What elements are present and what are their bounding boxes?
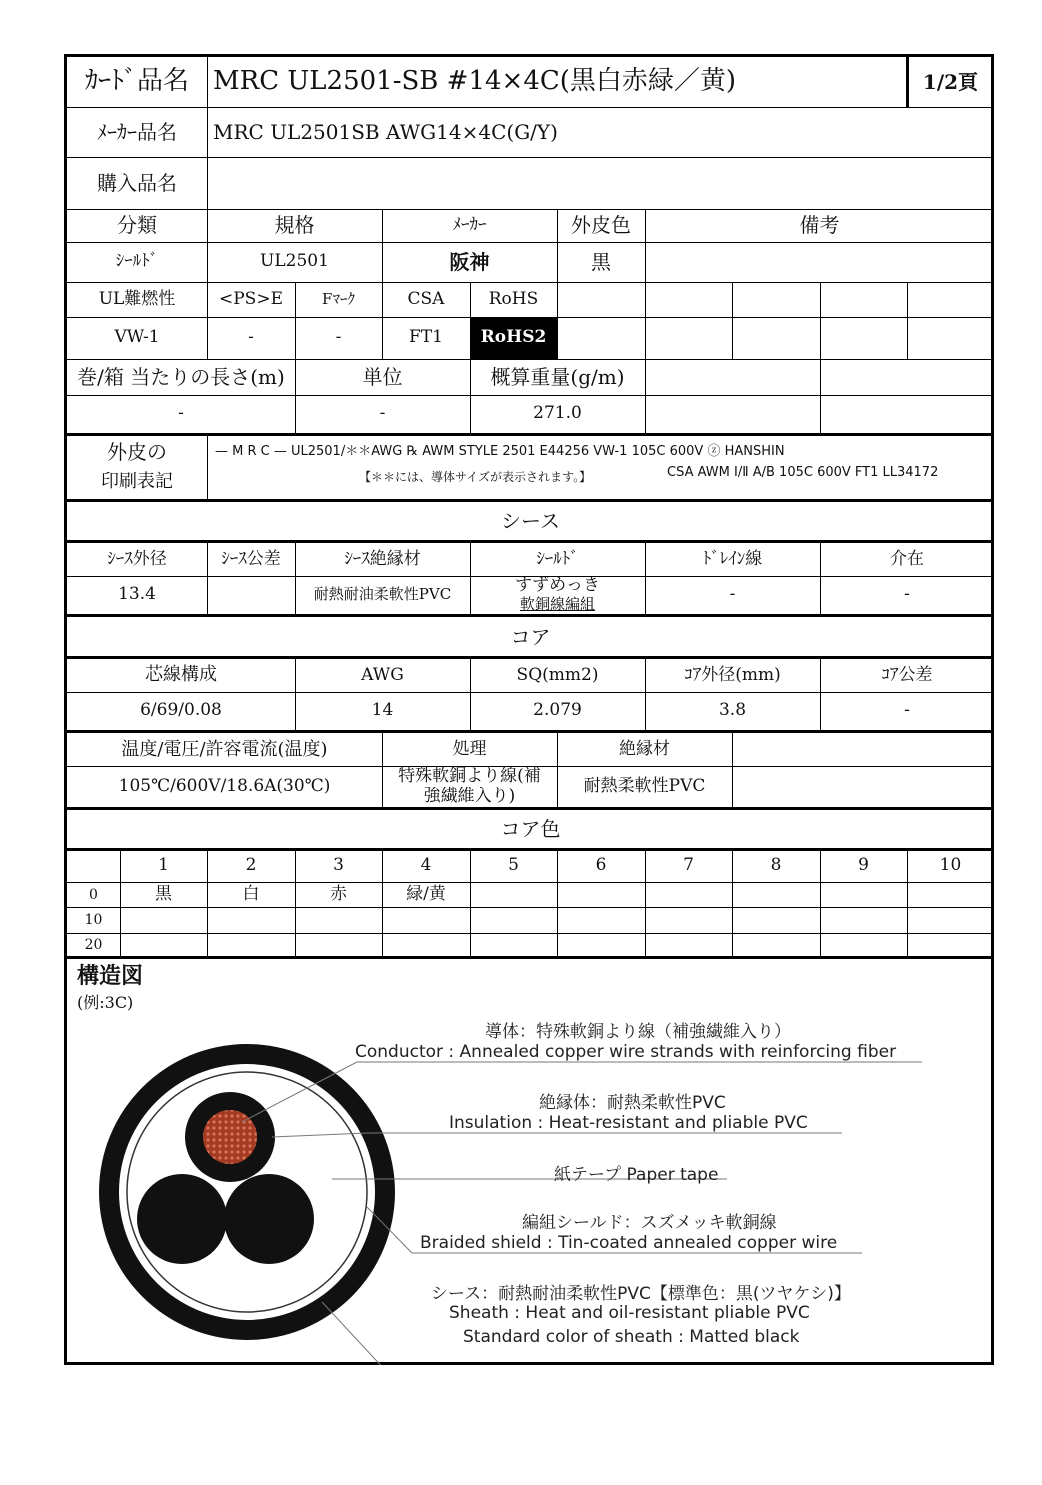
core-color-cell: [820, 908, 907, 933]
f-mark-header: Fﾏｰｸ: [322, 289, 355, 308]
process-header: 処理: [452, 739, 487, 760]
structure-title: 構造図: [77, 964, 144, 990]
process-value-line1: 特殊軟銅より線(補: [398, 767, 541, 787]
core-right: [224, 1174, 314, 1264]
length-value: -: [178, 403, 184, 424]
core-color-cell: [645, 908, 732, 933]
spec-sheet: [64, 54, 994, 1365]
awg-value: 14: [371, 700, 394, 721]
awg-header: AWG: [361, 664, 404, 685]
core-color-cell: [557, 883, 645, 907]
sheath-tol-header: ｼｰｽ公差: [221, 548, 281, 569]
core-color-cell: [645, 883, 732, 907]
f-mark-value: -: [335, 327, 342, 348]
structure-example: (例:3C): [77, 992, 134, 1012]
core-color-cell: [470, 883, 557, 907]
shield-value-line1: すずめっき: [515, 576, 600, 596]
core-color-cell: [470, 934, 557, 956]
sheath-section-title: シース: [501, 508, 560, 533]
core-color-cell: [907, 883, 994, 907]
core-color-cell: [557, 908, 645, 933]
core-color-cell: [120, 908, 207, 933]
rohs-value: RoHS2: [470, 317, 557, 359]
insulation-value: 耐熱柔軟性PVC: [583, 775, 706, 796]
sheath-od-value: 13.4: [118, 584, 156, 605]
core-color-col-6: 6: [595, 854, 607, 875]
purchase-name-label: 購入品名: [97, 170, 177, 195]
ul-flame-header: UL難燃性: [98, 288, 176, 309]
core-color-cell: [645, 934, 732, 956]
weight-value: 271.0: [533, 403, 582, 424]
strand-value: 6/69/0.08: [140, 700, 222, 721]
core-color-col-7: 7: [683, 854, 694, 875]
shield-value-line2: 軟銅線編組: [519, 596, 595, 614]
print-label-line1: 外皮の: [107, 439, 167, 464]
sheath-od-header: ｼｰｽ外径: [107, 548, 167, 569]
core-color-cell: [470, 908, 557, 933]
core-tol-header: ｺｱ公差: [881, 664, 933, 685]
core-color-cell: [820, 934, 907, 956]
core-color-cell: [120, 934, 207, 956]
core-color-cell: [557, 934, 645, 956]
core-color-col-1: 1: [158, 854, 169, 875]
ul-flame-value: VW-1: [114, 327, 160, 348]
insulation-header: 絶縁材: [619, 739, 670, 760]
sheath-label-en1: Sheath : Heat and oil-resistant pliable PVC: [449, 1303, 810, 1323]
print-label-line2: 印刷表記: [101, 470, 173, 492]
core-section-title: コア: [510, 624, 551, 649]
maker-header: ﾒｰｶｰ: [452, 214, 487, 235]
core-color-col-4: 4: [420, 854, 432, 875]
length-header: 巻/箱 当たりの長さ(m): [77, 364, 285, 389]
core-color-cell: [382, 934, 470, 956]
core-color-col-2: 2: [245, 854, 257, 875]
core-color-cell: [907, 934, 994, 956]
sheath-color-value: 黒: [591, 249, 611, 274]
pse-header: <PS>E: [219, 288, 283, 309]
core-color-section-title: コア色: [500, 816, 561, 841]
print-line-1: — M R C — UL2501/＊＊AWG ℞ AWM STYLE 2501 E44256 VW-1 105C 600V ⓩ HANSHIN: [215, 444, 785, 460]
core-color-col-3: 3: [333, 854, 344, 875]
csa-header: CSA: [407, 288, 445, 309]
core-color-col-10: 10: [939, 854, 962, 875]
pse-value: -: [248, 327, 254, 348]
sq-header: SQ(mm2): [516, 664, 599, 685]
core-color-cell: [820, 883, 907, 907]
card-name-value: MRC UL2501-SB #14×4C(黒白赤緑／黄): [213, 66, 737, 97]
core-color-cell: 緑/黄: [406, 884, 446, 905]
temp-header: 温度/電圧/許容電流(温度): [121, 738, 328, 760]
core-color-cell: [907, 908, 994, 933]
print-line-3: CSA AWM Ⅰ/Ⅱ A/B 105C 600V FT1 LL34172: [667, 465, 939, 481]
core-od-value: 3.8: [718, 700, 747, 721]
core-color-row-label: 0: [89, 886, 98, 903]
shield-header: ｼｰﾙﾄﾞ: [536, 548, 579, 569]
core-color-col-8: 8: [770, 854, 782, 875]
core-color-cell: [732, 934, 820, 956]
remarks-header: 備考: [799, 213, 840, 237]
core-color-cell: [207, 908, 295, 933]
temp-value: 105℃/600V/18.6A(30℃): [118, 775, 331, 796]
unit-value: -: [379, 403, 386, 424]
core-color-row-label: 10: [84, 912, 103, 929]
filler-header: 介在: [890, 548, 924, 569]
conductor-label-en: Conductor : Annealed copper wire strands with reinforcing fiber: [355, 1042, 897, 1062]
card-name-label: ｶｰﾄﾞ品名: [84, 66, 189, 97]
insulation-label-jp: 絶縁体：耐熱柔軟性PVC: [539, 1093, 726, 1113]
class-header: 分類: [117, 213, 157, 237]
core-color-cell: 黒: [155, 884, 172, 905]
process-value-line2: 強繊維入り): [423, 787, 516, 807]
core-color-col-9: 9: [858, 854, 869, 875]
core-color-cell: 赤: [330, 884, 347, 905]
core-color-row-label: 20: [84, 936, 103, 953]
core-color-col-5: 5: [508, 854, 519, 875]
maker-name-label: ﾒｰｶｰ品名: [97, 119, 177, 144]
sheath-tol-value: [207, 576, 295, 614]
core-left: [137, 1174, 227, 1264]
core-color-cell: 白: [242, 884, 260, 905]
standard-value: UL2501: [260, 251, 329, 272]
core-color-cell: [382, 908, 470, 933]
filler-value: -: [904, 584, 910, 605]
core-color-cell: [295, 908, 382, 933]
core-tol-value: -: [904, 700, 910, 721]
maker-value: 阪神: [449, 249, 490, 274]
core-od-header: ｺｱ外径(mm): [684, 664, 781, 685]
drain-header: ﾄﾞﾚｲﾝ線: [702, 548, 763, 569]
core-color-cell: [295, 934, 382, 956]
core-color-cell: [207, 934, 295, 956]
insulation-label-en: Insulation : Heat-resistant and pliable PVC: [449, 1113, 808, 1133]
page-number: 1/2頁: [922, 69, 979, 94]
sheath-label-en2: Standard color of sheath : Matted black: [463, 1327, 800, 1347]
core-color-cell: [732, 908, 820, 933]
sheath-material-header: ｼｰｽ絶縁材: [344, 548, 421, 569]
class-value: ｼｰﾙﾄﾞ: [115, 251, 159, 272]
unit-header: 単位: [362, 364, 403, 389]
sheath-label-jp: シース：耐熱耐油柔軟性PVC【標準色：黒(ツヤケシ)】: [431, 1284, 851, 1304]
shield-label-jp: 編組シールド：スズメッキ軟銅線: [522, 1213, 777, 1233]
csa-value: FT1: [409, 327, 443, 348]
standard-header: 規格: [274, 213, 315, 237]
sq-value: 2.079: [533, 700, 582, 721]
purchase-name-value: [207, 157, 994, 209]
paper-tape-label: 紙テープ Paper tape: [554, 1165, 719, 1185]
remarks-value: [645, 242, 994, 282]
print-line-2: 【＊＊には、導体サイズが表示されます。】: [359, 469, 592, 484]
core-color-cell: [732, 883, 820, 907]
weight-header: 概算重量(g/m): [490, 364, 625, 389]
drain-value: -: [729, 584, 736, 605]
sheath-color-header: 外皮色: [571, 213, 631, 237]
sheath-material-value: 耐熱耐油柔軟性PVC: [313, 585, 452, 604]
rohs-header: RoHS: [488, 288, 539, 309]
strand-header: 芯線構成: [145, 664, 217, 686]
conductor-label-jp: 導体：特殊軟銅より線（補強繊維入り）: [485, 1022, 791, 1042]
maker-name-value: MRC UL2501SB AWG14×4C(G/Y): [213, 119, 558, 144]
shield-label-en: Braided shield : Tin-coated annealed copper wire: [420, 1233, 838, 1253]
